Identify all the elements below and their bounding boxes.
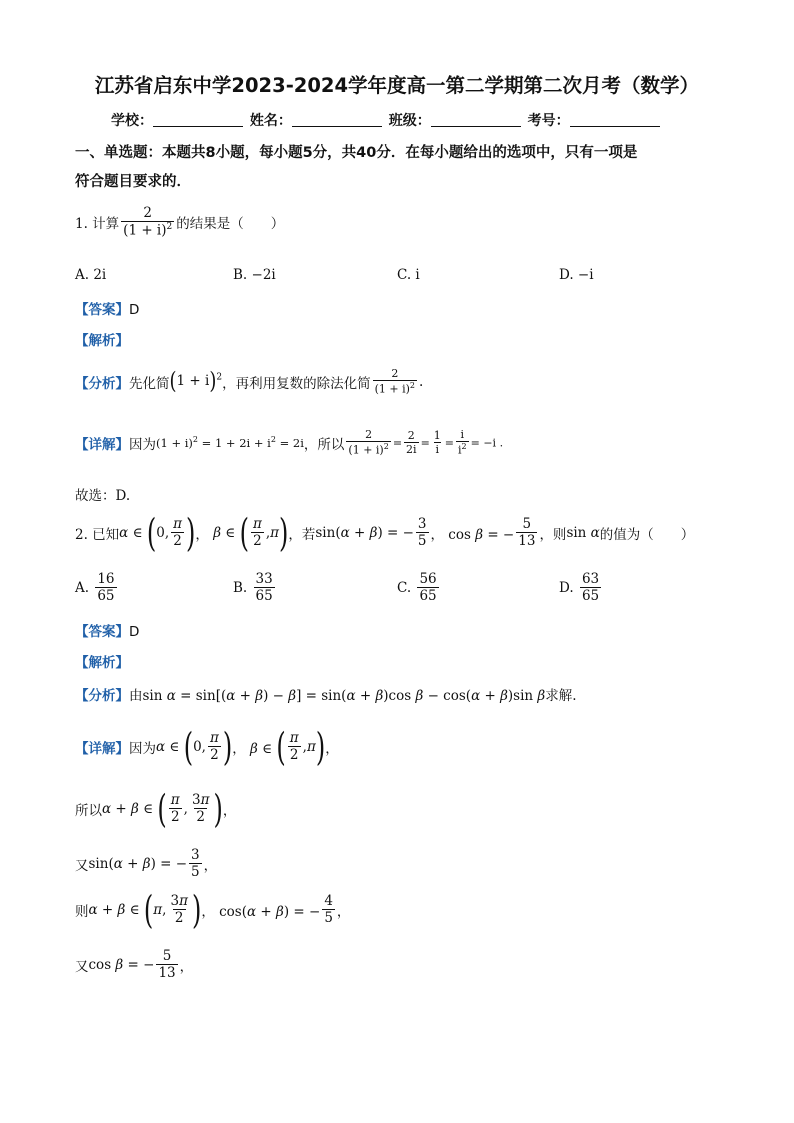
q2-fenxi-expr: sin α = sin[(α + β) − β] = sin(α + β)cos β − cos(α + β)sin β: [142, 688, 546, 704]
exam-no-label: 考号：: [527, 113, 570, 129]
question-1: [75, 206, 284, 238]
analysis-tag: 【解析】: [75, 655, 129, 671]
q1-detail-expr: $(1 + i)^2 = 1 + 2i + i^2 = 2i$: [156, 435, 304, 451]
q2-fenxi-post: 求解.: [545, 688, 577, 704]
q2-frac-5-13: $\frac{5}{13}$: [518, 516, 536, 549]
q2-answer-value: D: [129, 624, 140, 640]
q1-prefix: 1. 计算: [75, 216, 120, 233]
fenxi-tag: 【分析】: [75, 688, 129, 704]
q2-analysis-tag: [75, 651, 129, 671]
q1-detail-text: 因为: [129, 436, 156, 453]
q1-suffix: 的结果是（ ）: [176, 216, 285, 233]
school-label: 学校：: [111, 113, 153, 129]
q1-detail-frac4: $\frac{i}{i^2}$: [458, 428, 467, 457]
q1-option-a: A. 2i: [75, 267, 107, 283]
section-heading-line1: 一、单选题：本题共8小题，每小题5分，共40分．在每小题给出的选项中，只有一项是: [75, 145, 638, 161]
q1-option-d: D. −i: [559, 267, 594, 283]
q1-fraction: $\frac{2}{(1 + i)^2}$: [123, 205, 173, 239]
q1-detail: 【详解】因为$(1 + i)^2 = 1 + 2i + i^2 = 2i$，所以 $\frac{2}{(1 + i)^2}$ = $\frac{2}{2i}$ = $\frac{1}{i}$ = $\frac{i}{i^2}$ = −i .: [75, 428, 504, 457]
q2-option-c: C. $\frac{56}{65}$: [397, 571, 437, 604]
q2-option-d: D. $\frac{63}{65}$: [559, 571, 600, 604]
q2-fenxi-pre: 由: [129, 688, 143, 704]
detail-tag: 【详解】: [75, 740, 129, 757]
q1-detail-text2: ，所以: [303, 436, 345, 453]
q2-detail-1: 【详解】因为α ∈ (0, $\frac{\pi}{2}$ )， β ∈ ( $\frac{\pi}{2}$ ,π)，: [75, 724, 339, 770]
q1-detail-frac2: $\frac{2}{2i}$: [406, 428, 417, 456]
q2-option-a: A. $\frac{16}{65}$: [75, 571, 115, 604]
q2-mid1: ，若: [288, 526, 316, 543]
q1-answer-value: D: [129, 302, 140, 318]
q2-frac-pi2-a: $\frac{\pi}{2}$: [173, 516, 183, 549]
name-label: 姓名：: [249, 113, 292, 129]
q2-detail-pre: 因为: [129, 740, 156, 757]
q1-fenxi-expr: $(1 + i)^2$: [169, 367, 223, 395]
q2-fenxi: [75, 684, 577, 704]
q2-mid2: ，则: [539, 526, 567, 543]
exam-no-blank: [570, 112, 660, 127]
q2-answer: [75, 620, 139, 640]
q1-option-c: C. i: [397, 267, 420, 283]
q2-you2: 又: [75, 958, 89, 975]
q2-prefix: 2. 已知: [75, 526, 120, 543]
q2-detail-5: 又cos β = − $\frac{5}{13}$ ，: [75, 948, 194, 981]
q1-answer: [75, 298, 139, 318]
name-blank: [292, 112, 382, 127]
q2-frac-3-5: $\frac{3}{5}$: [417, 516, 427, 549]
analysis-tag: 【解析】: [75, 333, 129, 349]
school-blank: [153, 112, 243, 127]
q2-detail-2: 所以α + β ∈ ( $\frac{\pi}{2}$ , $\frac{3\pi}{2}$ )，: [75, 786, 237, 832]
student-info-line: [111, 110, 662, 130]
q2-detail-4: 则α + β ∈ (π, $\frac{3\pi}{2}$ )， cos(α + β) = − $\frac{4}{5}$ ，: [75, 887, 351, 933]
q2-suoyi: 所以: [75, 802, 102, 819]
q1-fenxi-text2: ，再利用复数的除法化简: [222, 375, 371, 392]
detail-tag: 【详解】: [75, 436, 129, 453]
q2-detail-3: 又sin(α + β) = − $\frac{3}{5}$ ，: [75, 847, 218, 880]
fenxi-tag: 【分析】: [75, 375, 129, 392]
class-blank: [431, 112, 521, 127]
q1-fenxi-fraction: $\frac{2}{(1 + i)^2}$: [374, 367, 416, 396]
q2-option-b: B. $\frac{33}{65}$: [233, 571, 273, 604]
q1-fenxi-text: 先化简: [129, 375, 170, 392]
q2-ze: 则: [75, 903, 89, 920]
class-label: 班级：: [388, 113, 431, 129]
page-title: 江苏省启东中学2023-2024学年度高一第二学期第二次月考（数学）: [94, 74, 700, 97]
q1-detail-frac1: $\frac{2}{(1 + i)^2}$: [348, 428, 389, 457]
q2-frac-pi2-b: $\frac{\pi}{2}$: [252, 516, 262, 549]
q1-detail-frac3: $\frac{1}{i}$: [433, 428, 441, 456]
answer-tag: 【答案】: [75, 624, 129, 640]
q1-fenxi: 【分析】先化简$(1 + i)^2$，再利用复数的除法化简 $\frac{2}{(1 + i)^2}$ .: [75, 367, 424, 396]
q2-suffix: 的值为（ ）: [599, 526, 695, 543]
q2-you: 又: [75, 857, 89, 874]
section-heading-line2: 符合题目要求的．: [75, 174, 191, 190]
answer-tag: 【答案】: [75, 302, 129, 318]
q1-conclusion: 故选：D.: [75, 488, 131, 504]
q1-option-b: B. −2i: [233, 267, 276, 283]
question-2: 2. 已知α ∈ (0, $\frac{\pi}{2}$ )， β ∈ ( $\frac{\pi}{2}$ ,π)，若sin(α + β) = − $\frac{3}{5}$ ， cos β = − $\frac{5}{13}$ ，则sin α的值为（ ）: [75, 510, 695, 556]
q1-analysis-tag: [75, 329, 129, 349]
